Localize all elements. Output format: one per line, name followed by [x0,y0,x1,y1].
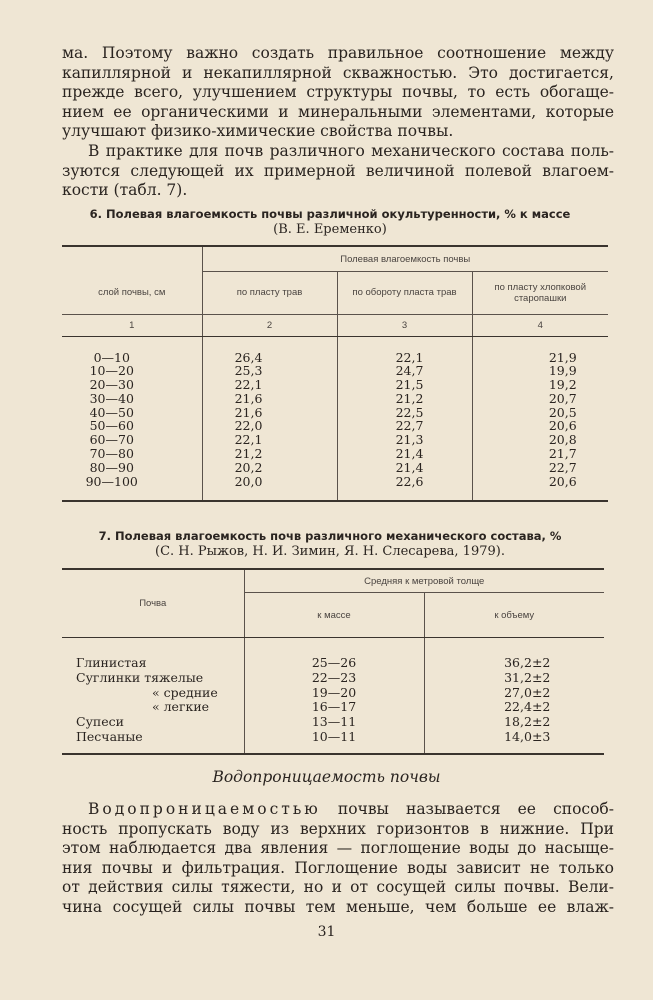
page-number: 31 [317,924,336,940]
table-row [62,475,608,489]
table6-header-cotton: по пласту хлопковой старопашки [472,272,608,315]
text-line: прежде всего, улучшением структуры почвы, то есть обогаще- [62,83,614,102]
table-cell: 21,9 [472,351,608,365]
table-cell: Суглинки тяжелые [76,669,204,685]
table-cell: Глинистая [76,655,147,670]
text-line: ния почвы и фильтрация. Поглощение воды зависит не только [62,858,614,877]
table-row [62,656,604,671]
table-row [62,419,608,433]
table-cell: 24,7 [337,364,472,378]
table-cell: 16—17 [244,700,424,715]
table-cell: 21,4 [337,461,472,475]
text-line [62,800,614,820]
table7 [62,568,604,755]
table-row [62,378,608,392]
table-cell: 19,2 [472,378,608,392]
table6-source: (В. Е. Еременко) [273,222,387,237]
table-row [62,364,608,378]
table-cell: 21,4 [337,447,472,461]
table7-header-volume: к объему [424,593,604,638]
text-line: улучшают физико-химические свойства почвы. [62,122,454,141]
table6-colnum: 4 [472,314,608,336]
text-line-rest: почвы называется ее способ- [320,800,614,818]
paragraph-capillary [62,44,614,142]
table6 [62,245,608,502]
table-cell: 20,0 [202,475,337,489]
table-cell: 30—40 [89,390,134,406]
table-cell: 36,2±2 [424,656,604,671]
table6-title: 6. Полевая влагоемкость почвы различной окультуренности, % к массе [89,207,571,221]
table6-body [62,351,608,489]
text-line: от действия силы тяжести, но и от сосущей силы почвы. Вели- [62,878,614,897]
table-cell: 22,7 [337,419,472,433]
table-cell: 22,1 [202,433,337,447]
table-cell: 31,2±2 [424,671,604,686]
table-cell: 90—100 [85,473,138,489]
table-cell: 21,6 [202,406,337,420]
table-cell: 50—60 [89,418,134,434]
table-row [62,686,604,701]
table-cell: 22,7 [472,461,608,475]
table-cell: 21,3 [337,433,472,447]
table7-body [62,656,604,745]
text-line: чина сосущей силы почвы тем меньше, чем больше ее влаж- [62,897,614,916]
table-cell: 20,7 [472,392,608,406]
table-cell: 22,5 [337,406,472,420]
table-cell: 18,2±2 [424,715,604,730]
text-line: В практике для почв различного механического состава поль- [88,142,614,160]
table-cell: 22,1 [337,351,472,365]
table-row [62,730,604,745]
table-row [62,447,608,461]
table-cell: 27,0±2 [424,686,604,701]
table-cell: 70—80 [89,446,134,462]
table6-group-header: Полевая влагоемкость почвы [202,246,608,272]
table-cell: 10—11 [244,730,424,745]
paragraph-practice [62,142,614,201]
text-line: капиллярной и некапиллярной скважностью. Это достигается, [62,63,614,82]
table7-group-header: Средняя к метровой толще [244,569,604,593]
table-cell: 20,8 [472,433,608,447]
table-row [62,715,604,730]
table-cell: 20,6 [472,419,608,433]
table-cell: 22,6 [337,475,472,489]
table6-header-grass: по пласту трав [202,272,337,315]
table-cell: 21,7 [472,447,608,461]
table-cell: Супеси [76,714,124,730]
table7-title: 7. Полевая влагоемкость почв различного механического состава, % [98,529,562,543]
table-cell: 0—10 [93,349,130,365]
term: Водопроницаемостью [88,800,321,818]
table-cell: 25,3 [202,364,337,378]
table-row [62,671,604,686]
table6-colnum: 3 [337,314,472,336]
table7-caption [60,528,600,560]
table7-header-soil: Почва [62,569,244,638]
table-cell: « средние [152,684,218,700]
table-cell: 22,1 [202,378,337,392]
table-cell: 22—23 [244,671,424,686]
table-cell: 20,2 [202,461,337,475]
text-line: этом наблюдается два явления — поглощение воды до насыще- [62,839,614,858]
table-row [62,392,608,406]
table-row [62,351,608,365]
table-cell: 26,4 [202,351,337,365]
table-row [62,433,608,447]
table-cell: 60—70 [89,432,134,448]
table-cell: « легкие [152,699,210,715]
table-cell: 10—20 [89,363,134,379]
table-cell: 22,0 [202,419,337,433]
table6-colnum: 1 [62,314,202,336]
text-line: ность пропускать воду из верхних горизонтов в нижние. При [62,819,614,838]
table-cell: 21,6 [202,392,337,406]
table-cell: 13—11 [244,715,424,730]
table-cell: 21,5 [337,378,472,392]
paragraph-permeability [62,800,614,918]
table-row [62,461,608,475]
table-cell: 19,9 [472,364,608,378]
table-cell: 20,5 [472,406,608,420]
section-title: Водопроницаемость почвы [212,768,441,786]
table6-colnum: 2 [202,314,337,336]
text-line: кости (табл. 7). [62,181,188,200]
text-line: зуются следующей их примерной величиной полевой влагоем- [62,161,614,180]
table-cell: 21,2 [337,392,472,406]
table-cell: 80—90 [89,459,134,475]
table7-header-mass: к массе [244,593,424,638]
table-cell: 21,2 [202,447,337,461]
text-line: ма. Поэтому важно создать правильное соотношение между [62,44,614,62]
table7-source: (С. Н. Рыжов, Н. И. Зимин, Я. Н. Слесарева, 1979). [155,544,505,559]
table-cell: Песчаные [76,728,143,744]
text-line: нием ее органическими и минеральными элементами, которые [62,102,614,121]
table-row [62,406,608,420]
table6-header-turnover: по обороту пласта трав [337,272,472,315]
table-cell: 25—26 [244,656,424,671]
table-cell: 20,6 [472,475,608,489]
table6-caption [60,206,600,238]
table-cell: 40—50 [89,404,134,420]
table-cell: 22,4±2 [424,700,604,715]
table-row [62,700,604,715]
table6-header-layer: слой почвы, см [62,272,202,315]
table-cell: 19—20 [244,686,424,701]
table-cell: 14,0±3 [424,730,604,745]
table-cell: 20—30 [89,377,134,393]
